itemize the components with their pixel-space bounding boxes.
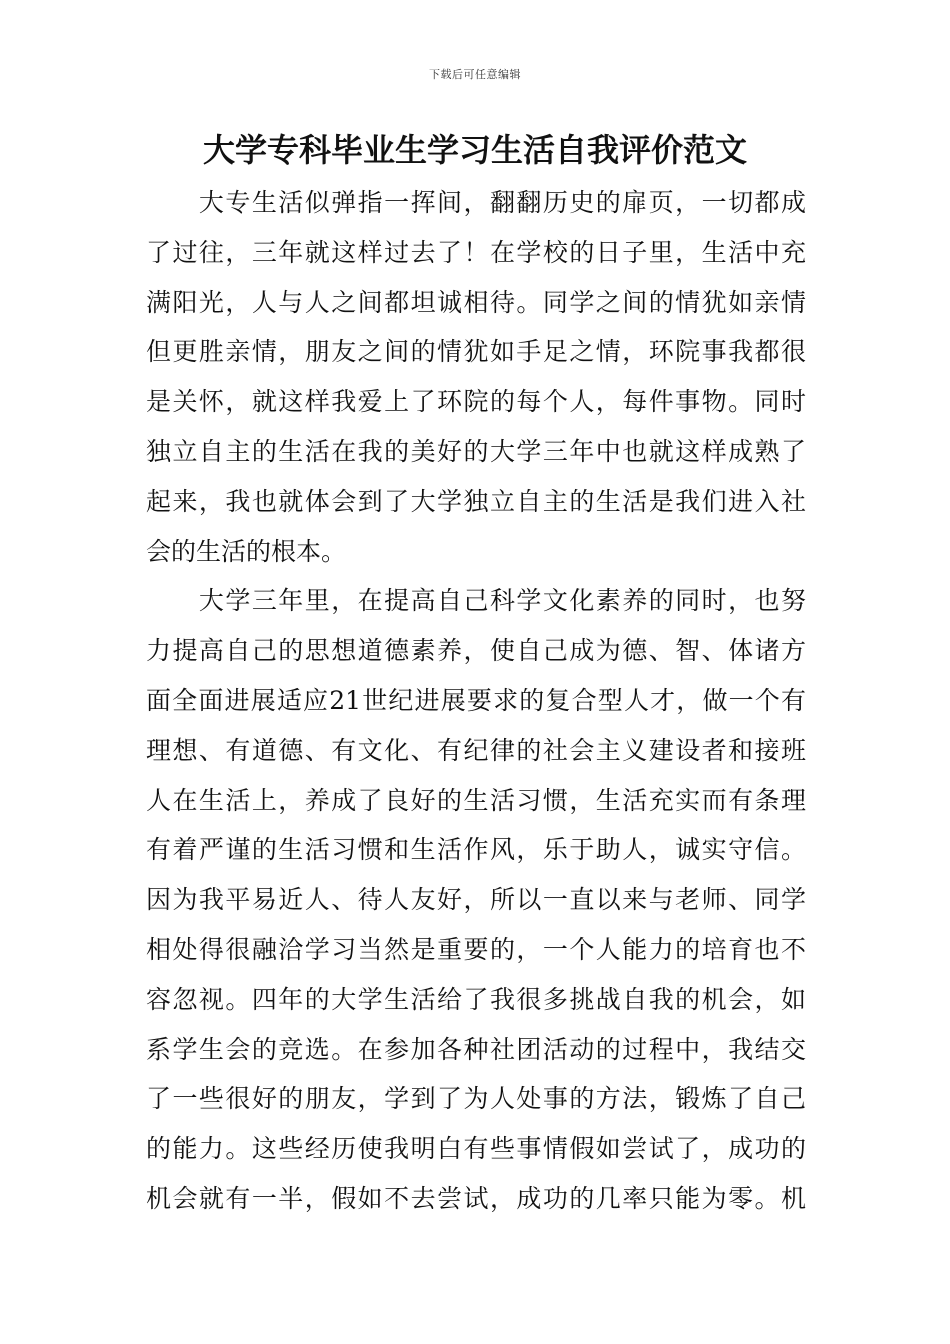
text-line: 机会就有一半，假如不去尝试，成功的几率只能为零。机 bbox=[146, 1183, 806, 1213]
document-title: 大学专科毕业生学习生活自我评价范文 bbox=[202, 131, 747, 169]
text-line: 会的生活的根本。 bbox=[146, 536, 347, 566]
text-line: 起来，我也就体会到了大学独立自主的生活是我们进入社 bbox=[146, 486, 806, 516]
text-line: 是关怀，就这样我爱上了环院的每个人，每件事物。同时 bbox=[146, 387, 806, 417]
text-line: 了一些很好的朋友，学到了为人处事的方法，锻炼了自己 bbox=[146, 1084, 806, 1114]
text-line: 大专生活似弹指一挥间，翻翻历史的扉页，一切都成 bbox=[146, 188, 806, 217]
text-line: 独立自主的生活在我的美好的大学三年中也就这样成熟了 bbox=[146, 436, 806, 466]
document-body bbox=[146, 178, 806, 1224]
text-line: 人在生活上，养成了良好的生活习惯，生活充实而有条理 bbox=[146, 785, 806, 815]
text-line: 但更胜亲情，朋友之间的情犹如手足之情，环院事我都很 bbox=[146, 337, 806, 367]
text-line: 容忽视。四年的大学生活给了我很多挑战自我的机会，如 bbox=[146, 984, 806, 1014]
text-line: 大学三年里，在提高自己科学文化素养的同时，也努 bbox=[146, 586, 806, 616]
text-line: 面全面进展适应21世纪进展要求的复合型人才，做一个有 bbox=[146, 685, 806, 715]
text-line: 的能力。这些经历使我明白有些事情假如尝试了，成功的 bbox=[146, 1134, 806, 1164]
text-line: 了过往，三年就这样过去了！在学校的日子里，生活中充 bbox=[146, 237, 806, 267]
text-line: 系学生会的竞选。在参加各种社团活动的过程中，我结交 bbox=[146, 1034, 806, 1064]
text-line: 相处得很融洽学习当然是重要的，一个人能力的培育也不 bbox=[146, 934, 806, 964]
text-line: 满阳光，人与人之间都坦诚相待。同学之间的情犹如亲情 bbox=[146, 287, 806, 317]
text-line: 因为我平易近人、待人友好，所以一直以来与老师、同学 bbox=[146, 885, 806, 915]
header-note: 下载后可任意编辑 bbox=[429, 68, 521, 81]
text-line: 有着严谨的生活习惯和生活作风，乐于助人，诚实守信。 bbox=[146, 835, 806, 865]
text-line: 理想、有道德、有文化、有纪律的社会主义建设者和接班 bbox=[146, 735, 806, 765]
text-line: 力提高自己的思想道德素养，使自己成为德、智、体诸方 bbox=[146, 636, 806, 666]
